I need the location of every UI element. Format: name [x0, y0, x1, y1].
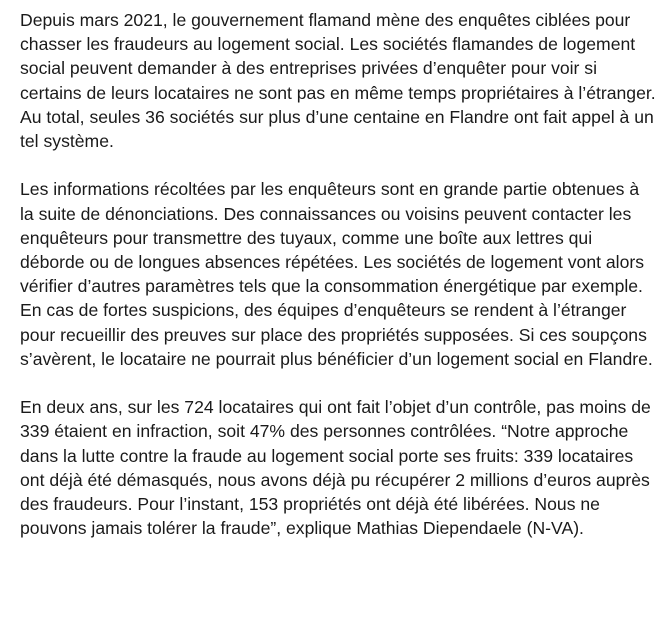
paragraph-2: Les informations récoltées par les enquêteurs sont en grande partie obtenues à la suite de dénonciations. Des connaissances ou voisins peuvent contacter les enquêteurs pour transmettre des tuyaux, comme une boîte aux lettres qui déborde ou de longues absences répétées. Les sociétés de logement vont alors vérifier d’autres paramètres tels que la consommation énergétique par exemple. En cas de fortes suspicions, des équipes d’enquêteurs se rendent à l’étranger pour recueillir des preuves sur place des propriétés supposées. Si ces soupçons s’avèrent, le locataire ne pourrait plus bénéficier d’un logement social en Flandre. [20, 179, 653, 369]
paragraph-1: Depuis mars 2021, le gouvernement flamand mène des enquêtes ciblées pour chasser les fraudeurs au logement social. Les sociétés flamandes de logement social peuvent demander à des entreprises privées d’enquêter pour voir si certains de leurs locataires ne sont pas en même temps propriétaires à l’étranger. Au total, seules 36 sociétés sur plus d’une centaine en Flandre ont fait appel à un tel système. [20, 10, 656, 152]
paragraph-3: En deux ans, sur les 724 locataires qui ont fait l’objet d’un contrôle, pas moins de 339 étaient en infraction, soit 47% des personnes contrôlées. “Notre approche dans la lutte contre la fraude au logement social porte ses fruits: 339 locataires ont déjà été démasqués, nous avons déjà pu récupérer 2 millions d’euros auprès des fraudeurs. Pour l’instant, 153 propriétés ont déjà été libérées. Nous ne pouvons jamais tolérer la fraude”, explique Mathias Diependaele (N-VA). [20, 397, 651, 539]
